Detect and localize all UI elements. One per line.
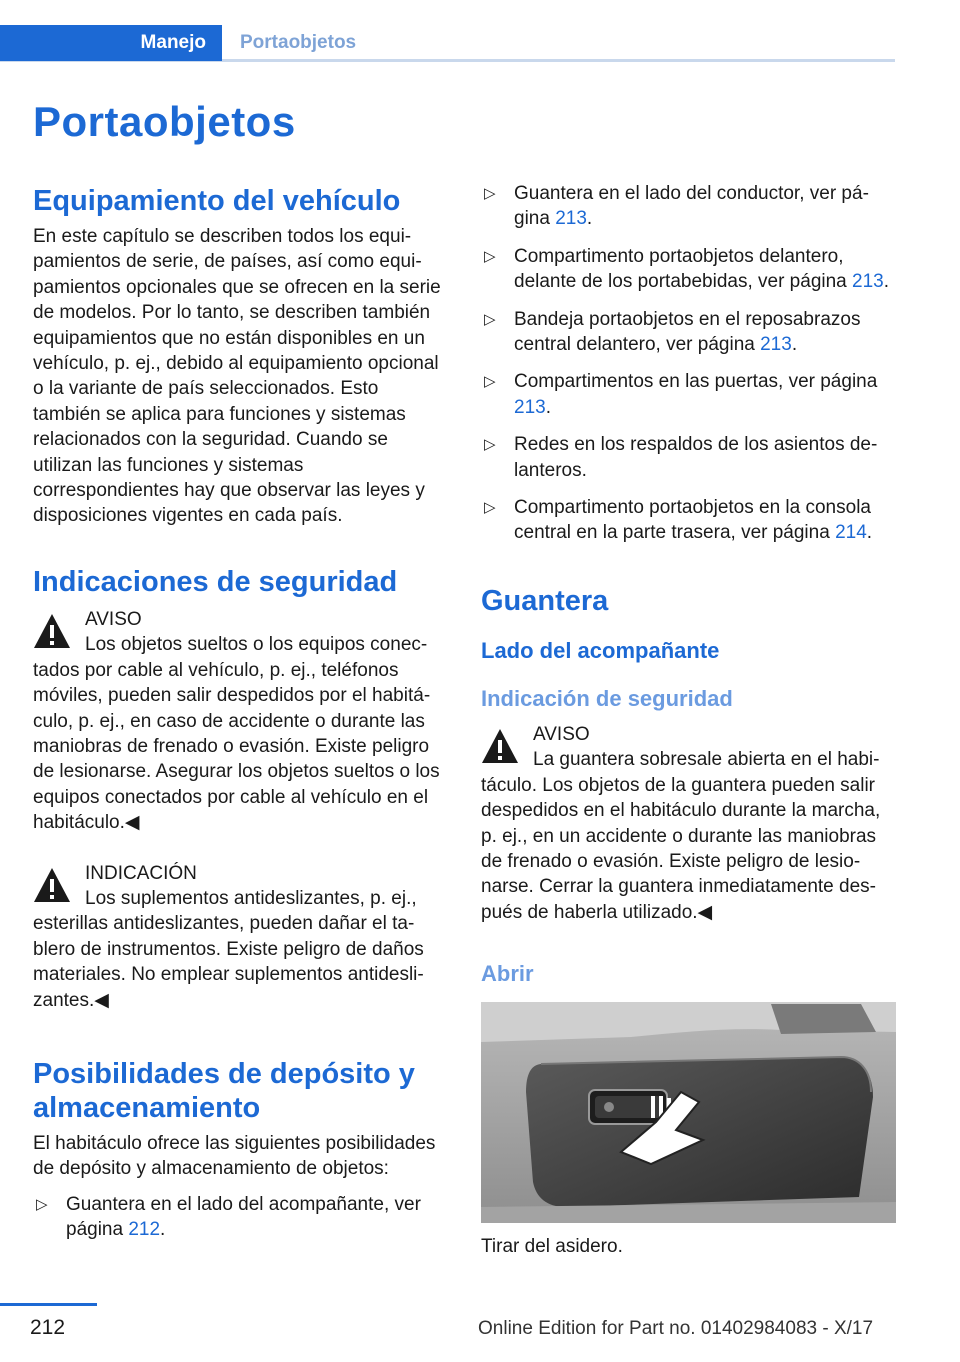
warning-triangle-icon xyxy=(481,728,519,764)
bullet-triangle-icon: ▷ xyxy=(484,247,496,265)
list-item xyxy=(481,495,896,546)
list-item-end: . xyxy=(545,396,551,418)
tab-portaobjetos[interactable] xyxy=(240,25,356,61)
bullet-triangle-icon: ▷ xyxy=(484,436,496,454)
list-item-text: Guantera en el lado del conductor, ver página xyxy=(514,183,869,230)
list-item-text: Compartimentos en las puertas, ver página xyxy=(514,371,878,393)
page-title: Portaobjetos xyxy=(33,98,296,145)
list-item xyxy=(481,307,896,358)
list-item xyxy=(481,432,896,483)
warning-aviso-label: AVISO xyxy=(85,608,142,630)
list-item-text: Redes en los respaldos de los asientos delanteros. xyxy=(514,434,878,481)
page-link[interactable]: 212 xyxy=(128,1219,161,1241)
bullet-triangle-icon: ▷ xyxy=(36,1195,48,1213)
section-title-equipamiento: Equipamiento del vehículo xyxy=(33,185,401,217)
warning-guantera-text: La guantera sobresale abierta en el habitáculo. Los objetos de la guantera pueden salir despedidos en el habitáculo durante la marcha, p. ej., en un accidente o durante las maniobras de frenado o evasión. Existe peligro de lesionarse. Cerrar la guantera inmediatamente después de haberla utilizado.◀ xyxy=(481,749,881,923)
deposito-paragraph: El habitáculo ofrece las siguientes posibilidades de depósito y almacenamiento de objetos: xyxy=(33,1132,436,1180)
warning-triangle-icon xyxy=(33,613,71,649)
warning-triangle-icon xyxy=(33,867,71,903)
subsection-title-indicacion: Indicación de seguridad xyxy=(481,685,733,711)
bullet-triangle-icon: ▷ xyxy=(484,310,496,328)
list-item-end: . xyxy=(160,1219,166,1241)
list-item-text: Bandeja portaobjetos en el reposabrazos central delantero, ver página xyxy=(514,308,861,356)
left-column xyxy=(33,92,448,1243)
list-item xyxy=(481,369,896,420)
subsection-title-acompanante: Lado del acompañante xyxy=(481,637,720,663)
page-link[interactable]: 214 xyxy=(835,522,867,544)
list-item-end: . xyxy=(883,271,890,293)
footer-rule xyxy=(0,1303,97,1306)
page-link[interactable]: 213 xyxy=(852,271,884,293)
page-link[interactable]: 213 xyxy=(760,334,792,356)
warning-indicacion-label: INDICACIÓN xyxy=(85,862,197,884)
list-item-end: . xyxy=(586,208,593,230)
list-item xyxy=(481,244,896,295)
section-title-guantera: Guantera xyxy=(481,584,609,617)
warning-indicacion xyxy=(33,861,448,1013)
bullet-triangle-icon: ▷ xyxy=(484,373,496,391)
warning-aviso xyxy=(33,607,448,836)
bullet-triangle-icon: ▷ xyxy=(484,499,496,517)
list-item-end: . xyxy=(791,334,798,356)
deposito-list xyxy=(33,1192,448,1243)
tab-manejo-label: Manejo xyxy=(140,32,206,53)
glovebox-photo xyxy=(481,1002,896,1223)
right-column xyxy=(481,181,896,1260)
bullet-triangle-icon: ▷ xyxy=(484,185,496,202)
list-item-text: Compartimento portaobjetos delantero, delante de los portabebidas, ver página xyxy=(514,245,853,293)
equipamiento-paragraph: En este capítulo se describen todos los equipamientos de serie, de países, así como equipamientos opcionales que se ofrecen en la serie de modelos. Por lo tanto, se describen también equipamientos que no están disponibles en un vehículo, p. ej., debido al equipamiento opcional o la variante de país seleccionados. Esto también se aplica para funciones y sistemas relacionados con la seguridad. Cuando se utilizan las funciones y sistemas correspondientes hay que observar las leyes y disposiciones vigentes en cada país. xyxy=(33,226,441,527)
section-title-seguridad: Indicaciones de seguridad xyxy=(33,565,398,598)
list-item xyxy=(481,181,896,232)
subsection-title-abrir: Abrir xyxy=(481,961,534,987)
warning-indicacion-text: Los suplementos antideslizantes, p. ej., esterillas antideslizantes, pueden dañar el tablero de instrumentos. Existe peligro de daños materiales. No emplear suplementos antideslizantes.◀ xyxy=(33,887,424,1011)
warning-guantera-label: AVISO xyxy=(533,723,590,745)
section-title-deposito: Posibilidades de depósito y almacenamiento xyxy=(33,1057,415,1124)
list-item-text: Compartimento portaobjetos en la consola central en la parte trasera, ver página xyxy=(514,497,871,544)
page-link[interactable]: 213 xyxy=(555,208,587,230)
photo-caption: Tirar del asidero. xyxy=(481,1236,623,1258)
page-number: 212 xyxy=(30,1316,66,1339)
list-item-text: Guantera en el lado del acompañante, ver página xyxy=(66,1193,421,1241)
warning-aviso-text: Los objetos sueltos o los equipos conectados por cable al vehículo, p. ej., teléfonos móviles, pueden salir despedidos por el habitáculo, p. ej., en caso de accidente o durante las maniobras de frenado o evasión. Existe peligro de lesionarse. Asegurar los objetos sueltos o los equipos conectados por cable al vehículo en el habitáculo.◀ xyxy=(33,634,440,834)
warning-guantera xyxy=(481,722,896,925)
deposito-list-continued xyxy=(481,181,896,546)
tab-portaobjetos-label: Portaobjetos xyxy=(240,32,357,53)
tab-manejo[interactable] xyxy=(0,25,222,61)
page-link[interactable]: 213 xyxy=(514,396,546,418)
edition-note: Online Edition for Part no. 01402984083 - X/17 xyxy=(478,1318,874,1339)
list-item xyxy=(33,1192,448,1243)
list-item-end: . xyxy=(866,522,873,544)
